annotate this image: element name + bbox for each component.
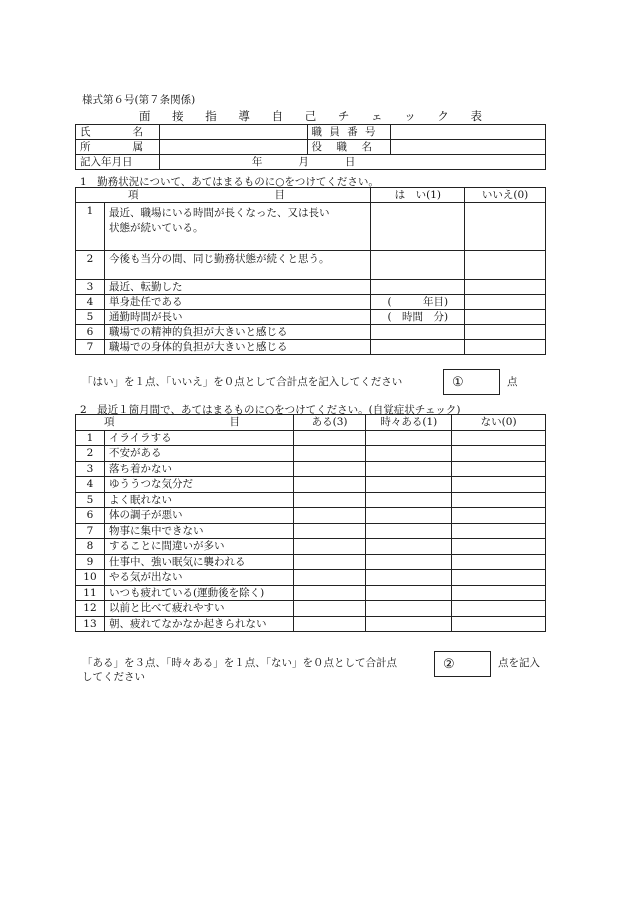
s1-row-text: 職場での身体的負担が大きいと感じる <box>104 340 370 355</box>
s2-row-number: 2 <box>76 446 105 462</box>
s2-row-text: 体の調子が悪い <box>104 508 293 524</box>
s2-aru-cell[interactable] <box>293 492 366 508</box>
s2-row-text: ゆううつな気分だ <box>104 477 293 493</box>
s1-row-yes-cell[interactable] <box>371 340 465 355</box>
s2-row-number: 8 <box>76 539 105 555</box>
s2-aru-cell[interactable] <box>293 461 366 477</box>
name-field[interactable] <box>159 125 307 140</box>
s2-tokidoki-cell[interactable] <box>366 508 452 524</box>
s2-row-number: 7 <box>76 523 105 539</box>
position-label: 役 職 名 <box>307 140 391 155</box>
s1-row-number: 6 <box>76 325 105 340</box>
s1-row-number: 7 <box>76 340 105 355</box>
s2-tokidoki-cell[interactable] <box>366 461 452 477</box>
s2-row-number: 12 <box>76 601 105 617</box>
name-label: 氏 名 <box>76 125 160 140</box>
s2-nai-cell[interactable] <box>452 446 546 462</box>
s2-row-number: 3 <box>76 461 105 477</box>
s2-nai-cell[interactable] <box>452 508 546 524</box>
s2-tokidoki-cell[interactable] <box>366 539 452 555</box>
s2-row-text: やる気が出ない <box>104 570 293 586</box>
s2-aru-cell[interactable] <box>293 585 366 601</box>
symptom-check-table <box>75 414 546 632</box>
work-status-table <box>75 187 546 355</box>
s2-aru-cell[interactable] <box>293 601 366 617</box>
s2-nai-cell[interactable] <box>452 539 546 555</box>
s1-row-number: 1 <box>76 203 105 251</box>
s2-tokidoki-cell[interactable] <box>366 616 452 632</box>
position-field[interactable] <box>391 140 546 155</box>
s2-row-text: いつも疲れている(運動後を除く) <box>104 585 293 601</box>
s1-header-no: いいえ(0) <box>465 188 546 203</box>
s2-score-suffix: 点を記入 <box>498 657 540 669</box>
s2-row-text: 落ち着かない <box>104 461 293 477</box>
s2-row-number: 13 <box>76 616 105 632</box>
s2-nai-cell[interactable] <box>452 585 546 601</box>
s2-header-item: 項 目 <box>76 415 294 431</box>
document-title: 面 接 指 導 自 己 チ ェ ッ ク 表 <box>138 109 492 123</box>
s1-row-yes-cell[interactable] <box>371 280 465 295</box>
day-label: 日 <box>344 155 356 168</box>
s2-row-text: 物事に集中できない <box>104 523 293 539</box>
s2-nai-cell[interactable] <box>452 554 546 570</box>
s1-row-yes-cell[interactable] <box>371 203 465 251</box>
s1-header-item: 項 目 <box>76 188 371 203</box>
s2-nai-cell[interactable] <box>452 523 546 539</box>
date-field[interactable] <box>159 155 545 170</box>
s1-row-yes-cell[interactable] <box>371 325 465 340</box>
s2-row-number: 5 <box>76 492 105 508</box>
s2-header-nai: ない(0) <box>452 415 546 431</box>
s2-row-text: よく眠れない <box>104 492 293 508</box>
s2-aru-cell[interactable] <box>293 508 366 524</box>
s2-tokidoki-cell[interactable] <box>366 446 452 462</box>
s1-score-unit: 点 <box>507 376 518 388</box>
date-label: 記入年月日 <box>76 155 160 170</box>
s2-tokidoki-cell[interactable] <box>366 477 452 493</box>
s2-row-number: 4 <box>76 477 105 493</box>
s2-tokidoki-cell[interactable] <box>366 601 452 617</box>
s2-nai-cell[interactable] <box>452 601 546 617</box>
s2-tokidoki-cell[interactable] <box>366 554 452 570</box>
s1-row-no-cell[interactable] <box>465 310 546 325</box>
department-field[interactable] <box>159 140 307 155</box>
s2-row-number: 10 <box>76 570 105 586</box>
s1-row-text: 最近、転勤した <box>104 280 370 295</box>
s2-aru-cell[interactable] <box>293 477 366 493</box>
staff-number-label: 職 員 番 号 <box>307 125 391 140</box>
s2-nai-cell[interactable] <box>452 492 546 508</box>
s2-row-number: 1 <box>76 430 105 446</box>
s2-row-text: 仕事中、強い眠気に襲われる <box>104 554 293 570</box>
s2-tokidoki-cell[interactable] <box>366 492 452 508</box>
s1-row-number: 2 <box>76 251 105 280</box>
staff-number-field[interactable] <box>391 125 546 140</box>
s2-header-tokidoki: 時々ある(1) <box>366 415 452 431</box>
s2-tokidoki-cell[interactable] <box>366 585 452 601</box>
s1-row-no-cell[interactable] <box>465 203 546 251</box>
s2-row-text: 不安がある <box>104 446 293 462</box>
s1-row-no-cell[interactable] <box>465 295 546 310</box>
applicant-info-table <box>75 124 546 170</box>
s2-aru-cell[interactable] <box>293 616 366 632</box>
s1-row-text: 今後も当分の間、同じ勤務状態が続くと思う。 <box>104 251 370 280</box>
form-reference: 様式第６号(第７条関係) <box>82 94 196 106</box>
s1-score-instruction: 「はい」を１点、「いいえ」を０点として合計点を記入してください <box>82 376 403 388</box>
month-label: 月 <box>298 155 309 168</box>
s1-score-mark: ① <box>452 375 464 390</box>
s2-header-aru: ある(3) <box>293 415 366 431</box>
year-label: 年 <box>251 155 263 168</box>
department-label: 所 属 <box>76 140 160 155</box>
section1-heading: 1 勤務状況について、あてはまるものに○をつけてください。 <box>80 176 379 188</box>
s1-row-yes-cell[interactable] <box>371 251 465 280</box>
s2-tokidoki-cell[interactable] <box>366 570 452 586</box>
s1-row-no-cell[interactable] <box>465 340 546 355</box>
s1-row-number: 4 <box>76 295 105 310</box>
s1-row-no-cell[interactable] <box>465 280 546 295</box>
s2-row-text: 以前と比べて疲れやすい <box>104 601 293 617</box>
s2-row-number: 6 <box>76 508 105 524</box>
s2-aru-cell[interactable] <box>293 554 366 570</box>
s1-row-text: 職場での精神的負担が大きいと感じる <box>104 325 370 340</box>
s2-row-text: 朝、疲れてなかなか起きられない <box>104 616 293 632</box>
s2-score-mark: ② <box>443 657 455 672</box>
s1-row-yes-cell[interactable]: ( 時間 分) <box>371 310 465 325</box>
s2-score-box[interactable] <box>434 651 491 677</box>
s2-row-text: イライラする <box>104 430 293 446</box>
s2-row-text: することに間違いが多い <box>104 539 293 555</box>
s2-score-instruction: 「ある」を３点、「時々ある」を１点、「ない」を０点として合計点 <box>82 657 397 669</box>
s1-row-number: 5 <box>76 310 105 325</box>
s2-aru-cell[interactable] <box>293 446 366 462</box>
s1-header-yes: は い(1) <box>371 188 465 203</box>
s1-score-box[interactable] <box>443 369 500 395</box>
s1-row-no-cell[interactable] <box>465 325 546 340</box>
s2-nai-cell[interactable] <box>452 570 546 586</box>
s2-aru-cell[interactable] <box>293 430 366 446</box>
section2-heading: 2 最近１箇月間で、あてはまるものに○をつけてください。(自覚症状チェック) <box>80 404 461 416</box>
s2-aru-cell[interactable] <box>293 523 366 539</box>
s2-row-number: 9 <box>76 554 105 570</box>
s2-nai-cell[interactable] <box>452 430 546 446</box>
s2-tokidoki-cell[interactable] <box>366 523 452 539</box>
s2-score-instruction-cont: してください <box>82 671 145 683</box>
s2-nai-cell[interactable] <box>452 461 546 477</box>
s1-row-yes-cell[interactable]: ( 年目) <box>371 295 465 310</box>
s2-aru-cell[interactable] <box>293 570 366 586</box>
s2-nai-cell[interactable] <box>452 616 546 632</box>
s1-row-number: 3 <box>76 280 105 295</box>
s1-row-no-cell[interactable] <box>465 251 546 280</box>
s2-tokidoki-cell[interactable] <box>366 430 452 446</box>
s2-nai-cell[interactable] <box>452 477 546 493</box>
s1-row-text: 単身赴任である <box>104 295 370 310</box>
s1-row-text: 最近、職場にいる時間が長くなった、又は長い 状態が続いている。 <box>104 203 370 251</box>
s2-row-number: 11 <box>76 585 105 601</box>
s2-aru-cell[interactable] <box>293 539 366 555</box>
s1-row-text: 通勤時間が長い <box>104 310 370 325</box>
